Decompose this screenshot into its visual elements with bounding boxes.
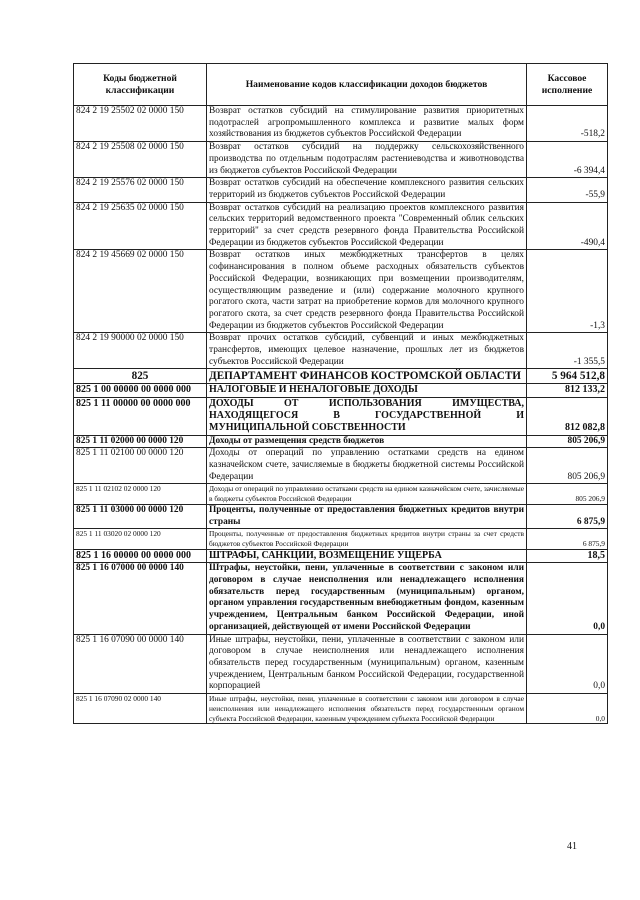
amount-cell: -1,3 (527, 250, 608, 333)
table-row (74, 250, 608, 333)
revenue-table (73, 63, 608, 724)
revenue-name-cell: Возврат остатков субсидий на поддержку сельскохозяйственного производства по отдельным подотраслям растениеводства и животноводства из бюджетов субъектов Российской Федерации (207, 142, 527, 178)
header-names: Наименование кодов классификации доходов бюджетов (207, 64, 527, 106)
budget-code-cell: 825 1 11 02100 00 0000 120 (74, 448, 207, 484)
revenue-name-cell: Проценты, полученные от предоставления бюджетных кредитов внутри страны за счет средств бюджетов субъектов Российской Федерации (207, 529, 527, 550)
table-row (74, 550, 608, 563)
table-body (74, 106, 608, 724)
budget-code-cell: 824 2 19 25635 02 0000 150 (74, 202, 207, 250)
table-row (74, 634, 608, 694)
revenue-name-cell: Возврат остатков субсидий на стимулирование развития приоритетных подотраслей агропромышленного комплекса и развитие малых форм хозяйствования из бюджетов субъектов Российской Федерации (207, 106, 527, 142)
table-row (74, 178, 608, 202)
revenue-name-cell: Возврат остатков иных межбюджетных трансфертов в целях софинансирования в полном объеме расходных обязательств субъектов Российской Федерации, возникающих при возмещении производителям, осуществляющим разведение и (или) содержание молочного крупного рогатого скота, части затрат на приобретение кормов для молочного крупного рогатого скота, за счет средств резервного фонда Правительства Российской Федерации из бюджетов субъектов Российской Федерации (207, 250, 527, 333)
budget-code-cell: 824 2 19 25502 02 0000 150 (74, 106, 207, 142)
table-row (74, 448, 608, 484)
amount-cell: 812 133,2 (527, 384, 608, 397)
budget-code-cell: 824 2 19 45669 02 0000 150 (74, 250, 207, 333)
table-row (74, 106, 608, 142)
budget-code-cell: 824 2 19 90000 02 0000 150 (74, 333, 207, 369)
table-header-row (74, 64, 608, 106)
amount-cell: 0,0 (527, 694, 608, 724)
amount-cell: 0,0 (527, 563, 608, 634)
budget-code-cell: 825 1 16 07000 00 0000 140 (74, 563, 207, 634)
table-row (74, 397, 608, 435)
amount-cell: -490,4 (527, 202, 608, 250)
budget-code-cell: 825 1 16 07090 00 0000 140 (74, 634, 207, 694)
table-row (74, 505, 608, 529)
amount-cell: 6 875,9 (527, 505, 608, 529)
amount-cell: 5 964 512,8 (527, 369, 608, 384)
revenue-name-cell: Возврат остатков субсидий на обеспечение комплексного развития сельских территорий из бюджетов субъектов Российской Федерации (207, 178, 527, 202)
page-number: 41 (567, 841, 577, 852)
budget-code-cell: 825 1 11 02102 02 0000 120 (74, 484, 207, 505)
amount-cell: -1 355,5 (527, 333, 608, 369)
budget-code-cell: 825 1 11 03000 00 0000 120 (74, 505, 207, 529)
amount-cell: 805 206,9 (527, 435, 608, 448)
table-row (74, 694, 608, 724)
budget-code-cell: 825 1 11 03020 02 0000 120 (74, 529, 207, 550)
budget-code-cell: 825 (74, 369, 207, 384)
budget-code-cell: 824 2 19 25576 02 0000 150 (74, 178, 207, 202)
table-row (74, 529, 608, 550)
revenue-name-cell: ДЕПАРТАМЕНТ ФИНАНСОВ КОСТРОМСКОЙ ОБЛАСТИ (207, 369, 527, 384)
table-row (74, 142, 608, 178)
budget-code-cell: 825 1 00 00000 00 0000 000 (74, 384, 207, 397)
revenue-name-cell: Проценты, полученные от предоставления бюджетных кредитов внутри страны (207, 505, 527, 529)
table-row (74, 435, 608, 448)
revenue-name-cell: Возврат прочих остатков субсидий, субвенций и иных межбюджетных трансфертов, имеющих целевое назначение, прошлых лет из бюджетов субъектов Российской Федерации (207, 333, 527, 369)
table-row (74, 563, 608, 634)
header-amount: Кассовое исполнение (527, 64, 608, 106)
budget-code-cell: 825 1 16 00000 00 0000 000 (74, 550, 207, 563)
table-row (74, 202, 608, 250)
revenue-name-cell: ШТРАФЫ, САНКЦИИ, ВОЗМЕЩЕНИЕ УЩЕРБА (207, 550, 527, 563)
budget-code-cell: 824 2 19 25508 02 0000 150 (74, 142, 207, 178)
revenue-name-cell: Возврат остатков субсидий на реализацию проектов комплексного развития сельских территорий ведомственного проекта "Современный облик сельских территорий" за счет средств резервного фонда Правительства Российской Федерации из бюджетов субъектов Российской Федерации (207, 202, 527, 250)
amount-cell: 6 875,9 (527, 529, 608, 550)
revenue-name-cell: Иные штрафы, неустойки, пени, уплаченные в соответствии с законом или договором в случае неисполнения или ненадлежащего исполнения обязательств перед государственным органом субъекта Российской Федерации, казенным учреждением субъекта Российской Федерации (207, 694, 527, 724)
amount-cell: -6 394,4 (527, 142, 608, 178)
budget-code-cell: 825 1 11 00000 00 0000 000 (74, 397, 207, 435)
budget-code-cell: 825 1 11 02000 00 0000 120 (74, 435, 207, 448)
revenue-name-cell: ДОХОДЫ ОТ ИСПОЛЬЗОВАНИЯ ИМУЩЕСТВА, НАХОДЯЩЕГОСЯ В ГОСУДАРСТВЕННОЙ И МУНИЦИПАЛЬНОЙ СОБСТВЕННОСТИ (207, 397, 527, 435)
amount-cell: -518,2 (527, 106, 608, 142)
amount-cell: -55,9 (527, 178, 608, 202)
table-row (74, 484, 608, 505)
revenue-name-cell: Доходы от операций по управлению остатками средств на едином казначейском счете, зачисляемые в бюджеты бюджетной системы Российской Федерации (207, 448, 527, 484)
revenue-name-cell: Штрафы, неустойки, пени, уплаченные в соответствии с законом или договором в случае неисполнения или ненадлежащего исполнения обязательств перед государственным (муниципальным) органом, органом управления государственным внебюджетным фондом, казенным учреждением, Центральным банком Российской Федерации, иной организацией, действующей от имени Российской Федерации (207, 563, 527, 634)
revenue-name-cell: Доходы от операций по управлению остатками средств на едином казначейском счете, зачисляемые в бюджеты субъектов Российской Федерации (207, 484, 527, 505)
amount-cell: 812 082,8 (527, 397, 608, 435)
budget-code-cell: 825 1 16 07090 02 0000 140 (74, 694, 207, 724)
amount-cell: 805 206,9 (527, 484, 608, 505)
revenue-name-cell: Иные штрафы, неустойки, пени, уплаченные в соответствии с законом или договором в случае неисполнения или ненадлежащего исполнения обязательств перед государственным (муниципальным) органом, казенным учреждением, Центральным банком Российской Федерации, государственной корпорацией (207, 634, 527, 694)
table-row (74, 333, 608, 369)
revenue-name-cell: Доходы от размещения средств бюджетов (207, 435, 527, 448)
table-row (74, 369, 608, 384)
revenue-name-cell: НАЛОГОВЫЕ И НЕНАЛОГОВЫЕ ДОХОДЫ (207, 384, 527, 397)
table-row (74, 384, 608, 397)
amount-cell: 0,0 (527, 634, 608, 694)
header-codes: Коды бюджетной классификации (74, 64, 207, 106)
amount-cell: 805 206,9 (527, 448, 608, 484)
amount-cell: 18,5 (527, 550, 608, 563)
